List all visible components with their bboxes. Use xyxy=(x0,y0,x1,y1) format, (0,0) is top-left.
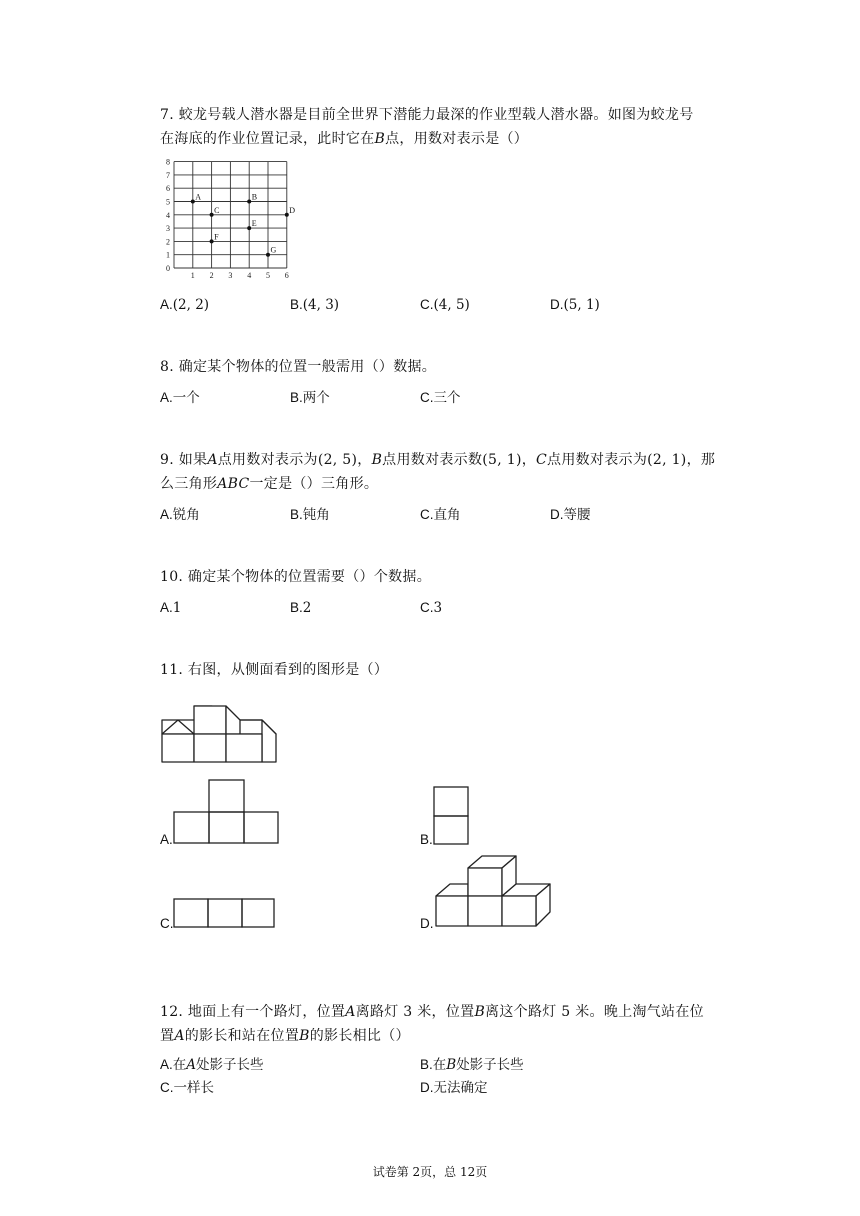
q12-text: 的影长相比（） xyxy=(309,1028,410,1044)
grid-point-label: D xyxy=(289,205,296,215)
q9-text: 9. 如果 xyxy=(160,452,208,468)
option-label: A. xyxy=(160,832,173,847)
option-text: (2, 2) xyxy=(172,297,210,313)
grid-points xyxy=(191,193,295,257)
x-tick-label: 1 xyxy=(190,271,195,280)
q12-text: 离路灯 3 米，位置 xyxy=(355,1004,475,1020)
grid-point-F xyxy=(210,239,214,243)
q9-text: 点用数对表示数(5, 1)， xyxy=(382,452,537,468)
q11-option-a[interactable] xyxy=(160,830,173,850)
option-text: 2 xyxy=(302,600,312,616)
grid-point-A xyxy=(191,200,195,204)
option-label: B. xyxy=(290,390,303,405)
cube-front-face xyxy=(194,734,226,762)
option-label: B. xyxy=(290,507,303,522)
cube-top-face xyxy=(162,720,194,734)
square xyxy=(209,780,244,812)
option-label: D. xyxy=(550,297,564,312)
grid-point-B xyxy=(247,200,251,204)
option-label: B. xyxy=(290,297,303,312)
q8-option-b[interactable] xyxy=(290,388,330,408)
grid-point-D xyxy=(285,213,289,217)
option-label: A. xyxy=(160,297,173,312)
q7-option-d[interactable] xyxy=(550,295,600,315)
cube-side-face xyxy=(226,706,240,734)
y-tick-label: 4 xyxy=(166,210,170,220)
q12-var: A xyxy=(174,1028,185,1044)
x-tick-label: 6 xyxy=(284,271,289,280)
option-text: 两个 xyxy=(302,390,330,406)
question-10-text: 10. 确定某个物体的位置需要（）个数据。 xyxy=(160,569,432,585)
square xyxy=(434,787,468,816)
q11-option-d[interactable] xyxy=(420,914,434,934)
option-label: C. xyxy=(420,297,434,312)
option-text: 直角 xyxy=(433,507,461,523)
option-label: D. xyxy=(420,1080,434,1095)
option-label: D. xyxy=(550,507,564,522)
q12-option-a[interactable] xyxy=(160,1055,264,1075)
q9-var: B xyxy=(371,452,383,468)
q7-option-c[interactable] xyxy=(420,295,470,315)
q11-option-c[interactable] xyxy=(160,914,174,934)
y-tick-label: 2 xyxy=(166,237,170,247)
q10-option-a[interactable] xyxy=(160,598,181,618)
y-tick-label: 1 xyxy=(166,250,170,260)
option-text: 处影子长些 xyxy=(456,1057,524,1073)
q12-var: B xyxy=(299,1028,310,1044)
q11-option-b[interactable] xyxy=(420,830,433,850)
q9-var: ABC xyxy=(217,476,250,492)
grid-point-label: E xyxy=(251,219,257,229)
cube-front-face xyxy=(436,896,468,926)
square xyxy=(244,812,278,843)
x-tick-label: 4 xyxy=(247,271,252,280)
grid-point-label: B xyxy=(251,192,258,202)
cube-front-face xyxy=(468,896,502,926)
square xyxy=(174,899,208,927)
option-text: 一个 xyxy=(172,390,200,406)
q7-text-b: 点，用数对表示是（） xyxy=(385,131,529,147)
q9-var: C xyxy=(536,452,548,468)
square xyxy=(208,899,242,927)
question-8-text: 8. 确定某个物体的位置一般需用（）数据。 xyxy=(160,359,437,375)
cube-front-face xyxy=(502,896,536,926)
cube-side-face xyxy=(262,720,276,762)
option-text: 1 xyxy=(172,600,182,616)
q10-option-c[interactable] xyxy=(420,598,442,618)
x-tick-label: 3 xyxy=(228,271,233,280)
q9-option-d[interactable] xyxy=(550,505,591,525)
option-var: B xyxy=(446,1057,457,1073)
grid-point-label: A xyxy=(195,192,202,202)
question-12-line-1 xyxy=(160,1000,704,1024)
y-tick-label: 7 xyxy=(166,170,170,180)
q8-option-a[interactable] xyxy=(160,388,200,408)
q9-option-b[interactable] xyxy=(290,505,330,525)
square xyxy=(434,816,468,844)
grid-point-E xyxy=(247,226,251,230)
grid-point-G xyxy=(266,253,270,257)
q8-option-c[interactable] xyxy=(420,388,461,408)
option-var: A xyxy=(186,1057,197,1073)
square xyxy=(242,899,274,927)
q11-option-d-figure[interactable] xyxy=(433,854,555,930)
q7-text-a: 在海底的作业位置记录，此时它在 xyxy=(160,131,375,147)
option-label: B. xyxy=(420,832,433,847)
grid-point-C xyxy=(210,213,214,217)
option-text: 在 xyxy=(172,1057,187,1073)
square xyxy=(209,812,244,843)
option-label: C. xyxy=(160,1080,174,1095)
q12-var: A xyxy=(345,1004,356,1020)
grid-point-label: F xyxy=(214,232,219,242)
question-11-text: 11. 右图，从侧面看到的图形是（） xyxy=(160,662,389,678)
y-tick-label: 8 xyxy=(166,157,170,167)
option-text: 一样长 xyxy=(173,1080,214,1096)
q9-text: 么三角形 xyxy=(160,476,218,492)
option-text: (5, 1) xyxy=(563,297,600,313)
option-text: 无法确定 xyxy=(433,1080,488,1096)
q10-option-b[interactable] xyxy=(290,598,311,618)
x-tick-label: 2 xyxy=(209,271,214,280)
cube-front-face xyxy=(194,706,226,734)
q11-option-c-figure[interactable] xyxy=(173,898,277,930)
page-footer: 试卷第 2页，总 12页 xyxy=(372,1165,488,1179)
q12-text: 离这个路灯 5 米。晚上淘气站在位 xyxy=(485,1004,704,1020)
q12-var: B xyxy=(474,1004,486,1020)
option-label: B. xyxy=(420,1057,433,1072)
option-label: C. xyxy=(420,390,434,405)
question-12-line-2 xyxy=(160,1024,410,1048)
cube-front-face xyxy=(162,734,194,762)
q9-text: 点用数对表示为(2, 1)，那 xyxy=(547,452,716,468)
cube-top-edge xyxy=(194,700,208,706)
q9-text: 点用数对表示为(2, 5)， xyxy=(217,452,372,468)
square xyxy=(174,812,209,843)
option-text: 等腰 xyxy=(563,507,591,523)
option-label: B. xyxy=(290,600,303,615)
cube-top-face xyxy=(436,884,468,896)
option-text: 三个 xyxy=(433,390,461,406)
option-label: A. xyxy=(160,507,173,522)
q9-var: A xyxy=(207,452,218,468)
y-tick-label: 0 xyxy=(166,264,170,273)
question-7-line-2 xyxy=(160,127,528,151)
cube-front-face xyxy=(226,734,262,762)
y-tick-label: 5 xyxy=(166,197,170,207)
q9-option-c[interactable] xyxy=(420,505,461,525)
option-text: 锐角 xyxy=(172,507,200,523)
option-text: 处影子长些 xyxy=(196,1057,264,1073)
y-tick-label: 6 xyxy=(166,184,170,194)
option-label: D. xyxy=(420,916,434,931)
option-label: C. xyxy=(420,507,434,522)
option-text: (4, 3) xyxy=(302,297,340,313)
option-label: C. xyxy=(160,916,174,931)
q9-option-a[interactable] xyxy=(160,505,200,525)
y-tick-label: 3 xyxy=(166,224,170,234)
question-9-line-1 xyxy=(160,448,715,472)
q12-text: 12. 地面上有一个路灯，位置 xyxy=(160,1004,346,1020)
grid-tick-labels xyxy=(166,158,289,280)
q7-option-a[interactable] xyxy=(160,295,209,315)
q7-var-b: B xyxy=(374,131,386,147)
option-text: (4, 5) xyxy=(433,297,470,313)
option-label: A. xyxy=(160,600,173,615)
q12-option-c[interactable] xyxy=(160,1078,214,1098)
grid-point-label: C xyxy=(214,205,220,215)
q12-option-b[interactable] xyxy=(420,1055,524,1075)
q11-option-a-figure[interactable] xyxy=(172,779,280,845)
option-label: A. xyxy=(160,1057,173,1072)
coordinate-grid-figure xyxy=(162,156,302,284)
grid-point-label: G xyxy=(270,245,277,255)
option-text: 3 xyxy=(433,600,443,616)
x-tick-label: 5 xyxy=(266,271,270,280)
q12-option-d[interactable] xyxy=(420,1078,488,1098)
question-9-line-2 xyxy=(160,472,378,496)
option-text: 钝角 xyxy=(302,507,330,523)
option-label: A. xyxy=(160,390,173,405)
q7-option-b[interactable] xyxy=(290,295,339,315)
q11-option-b-figure[interactable] xyxy=(433,786,471,846)
q12-text: 置 xyxy=(160,1028,175,1044)
question-7-line-1: 7. 蛟龙号载人潜水器是目前全世界下潜能力最深的作业型载人潜水器。如图为蛟龙号 xyxy=(160,107,694,123)
option-label: C. xyxy=(420,600,434,615)
q12-text: 的影长和站在位置 xyxy=(184,1028,300,1044)
option-text: 在 xyxy=(432,1057,447,1073)
q9-text: 一定是（）三角形。 xyxy=(249,476,379,492)
cube-front-face xyxy=(468,868,502,896)
cube-stack-figure xyxy=(158,700,284,766)
